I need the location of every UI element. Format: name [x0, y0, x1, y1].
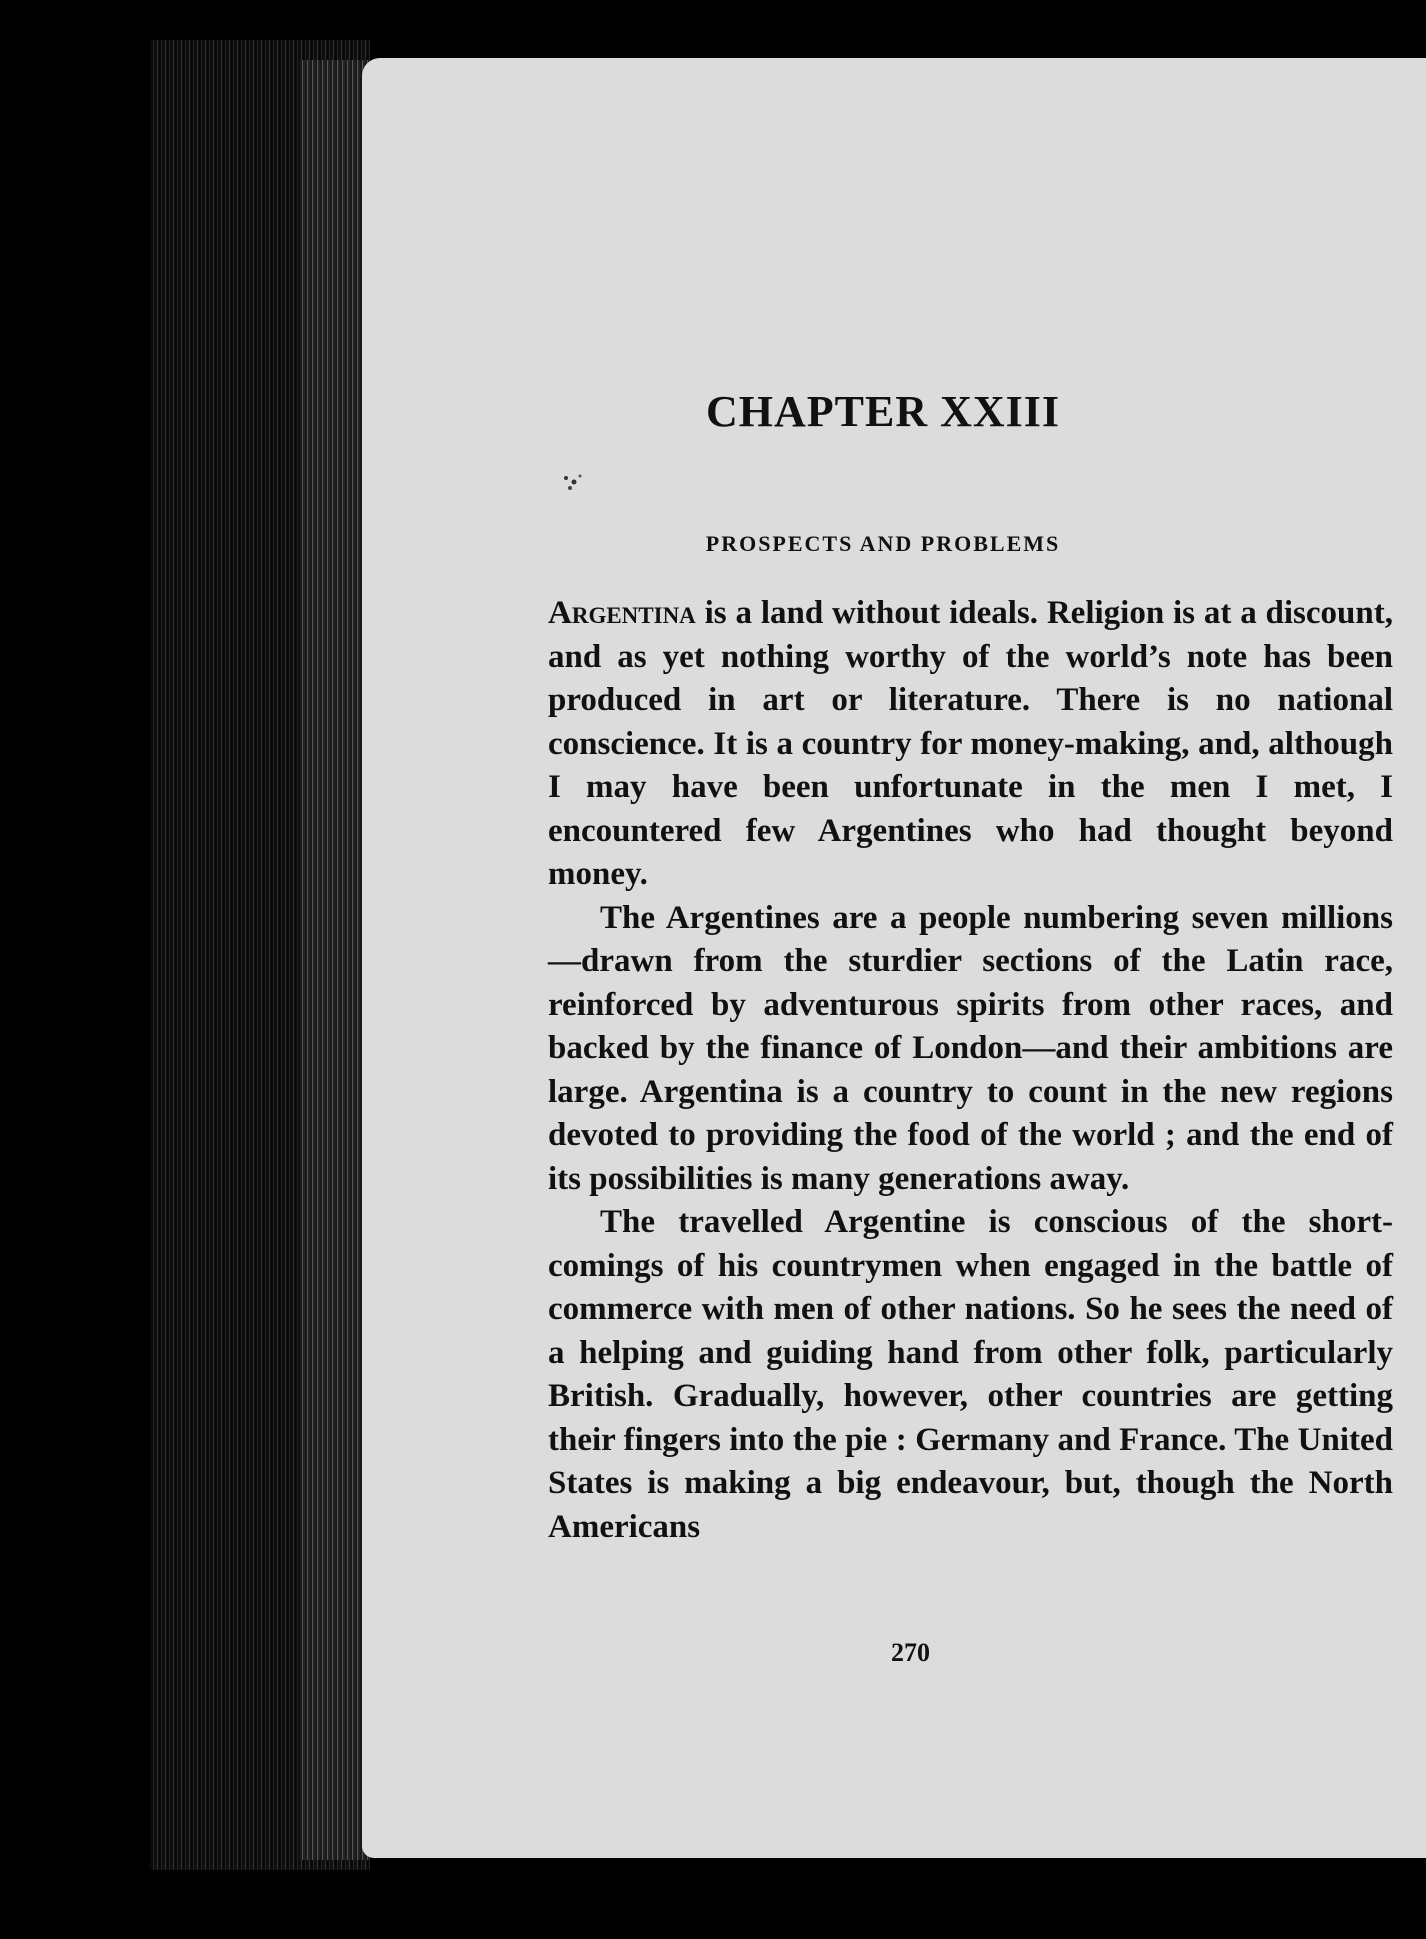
chapter-title: CHAPTER XXIII — [705, 387, 1061, 436]
book-page-edge-inner — [300, 60, 370, 1860]
paragraph — [548, 592, 1393, 897]
paragraph: The Argentines are a people numbering seven millions—drawn from the sturdier sections of the Latin race, reinforced by adventurous spirits from other races, and backed by the finance of London—and their ambitions are large. Argentina is a country to count in the new regions devoted to providing the food of the world ; and the end of its possibilities is many generations away. — [548, 899, 1393, 1197]
paragraph: The travelled Argentine is conscious of the short-comings of his countrymen when engaged in the battle of commerce with men of other nations. So he sees the need of a helping and guiding hand from other folk, particularly British. Gradually, however, other countries are getting their fingers into the pie : Germany and France. The United States is making a big endeavour, but, though the North Americans — [548, 1204, 1393, 1545]
paragraph-text: is a land without ideals. Religion is at a discount, and as yet nothing worthy of the world’s note has been produced in art or literature. There is no national conscience. It is a country for money-making, and, although I may have been unfortunate in the men I met, I encountered few Argentines who had thought beyond money. — [548, 595, 1393, 892]
opening-word: Argentina — [548, 595, 696, 631]
chapter-subtitle: PROSPECTS AND PROBLEMS — [705, 531, 1061, 556]
page-number: 270 — [891, 1638, 930, 1667]
body-text — [548, 592, 1393, 1549]
ink-speck — [560, 470, 590, 494]
